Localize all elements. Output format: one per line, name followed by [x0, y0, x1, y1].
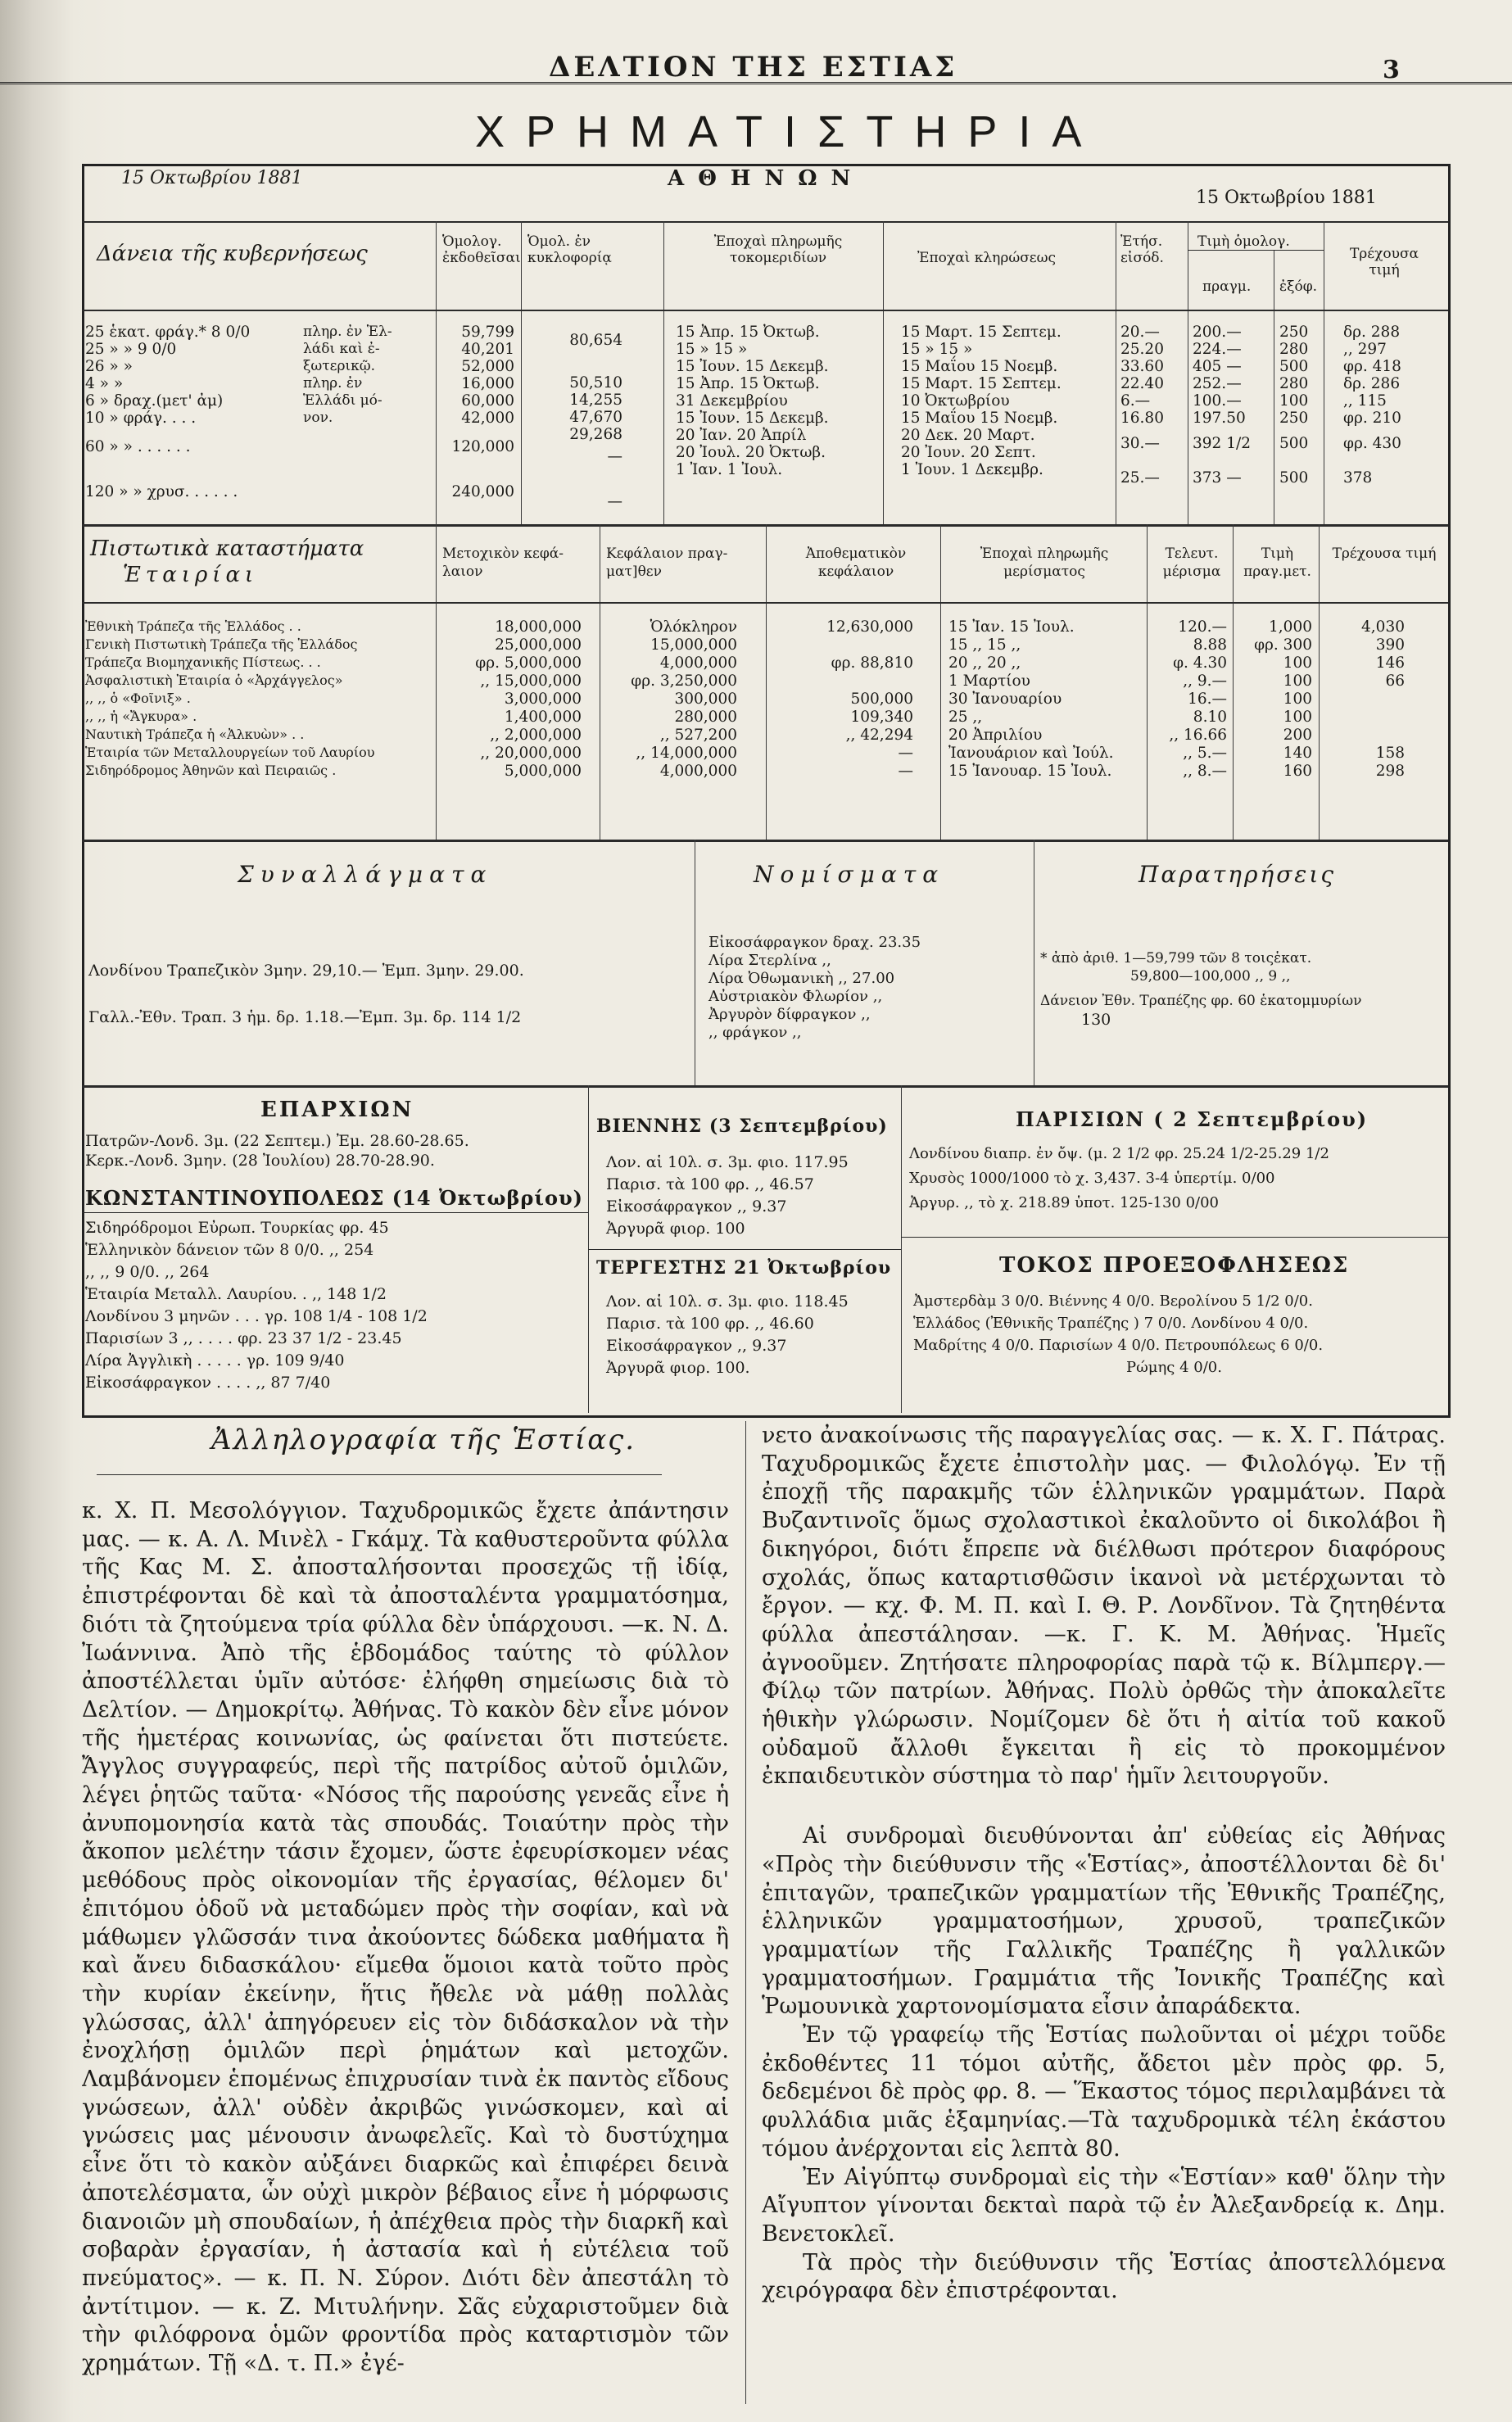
- trieste-line: Εἰκοσάφραγκον ,, 9.37: [606, 1337, 787, 1355]
- loan-real: 373 —: [1193, 469, 1242, 487]
- correspondence-paragraph: νετο ἀνακοίνωσις τῆς παραγγελίας σας. — κ. Χ. Γ. Πάτρας. Ταχυδρομικῶς ἔχετε ἐπιστολὴν μας. — Φιλολόγῳ. Ἐν τῇ ἐποχῇ τῆς παρακμῆς τῶν ἑλληνικῶν γραμμάτων. Παρὰ Βυζαντινοῖς ὅμως σχολαστικοὶ ἐκαλοῦντο οἱ δικολάβοι ἢ δικηγόροι, διότι ἔπρεπε νὰ διέλθωσι πρότερον διαφόρους σχολάς, ὅπως καταρτισθῶσιν ἱκανοὶ νὰ μετέρχωνται τὸ ἔργον. — κχ. Φ. Μ. Π. καὶ Ι. Θ. Ρ. Λονδῖνον. Τὰ ζητηθέντα φύλλα ἀπεστάλησαν. —κ. Γ. Κ. Μ. Ἀθήνας. Ἡμεῖς ἀγνοοῦμεν. Ζητήσατε πληροφορίας παρὰ τῷ κ. Βίλμπεργ.—Φίλῳ τῶν πατρίων. Ἀθήνας. Πολὺ ὀρθῶς τὴν ἀποκαλεῖτε ἡθικὴν γλώρωσιν. Νομίζομεν δὲ ὅτι ἡ αἰτία τοῦ κακοῦ οὐδαμοῦ ἄλλοθι ἔγκειται ἢ εἰς τὸ προκομμένον ἐκπαιδευτικὸν σύστημα τὸ παρ' ἡμῖν λειτουργοῦν.: [762, 1423, 1446, 1790]
- loan-payoff: 280: [1279, 341, 1309, 358]
- col-issued-header: Ὁμολογ. ἐκδοθεῖσαι: [442, 233, 521, 266]
- loan-income: 6.—: [1120, 392, 1151, 410]
- company-period: 25 ,,: [948, 708, 983, 726]
- companies-price-col: [1237, 618, 1312, 781]
- loans-title: Δάνεια τῆς κυβερνήσεως: [97, 242, 368, 266]
- company-paid: 300,000: [674, 690, 737, 708]
- col-coupons-header: Ἐποχαὶ πληρωμῆς τοκομεριδίων: [713, 233, 843, 266]
- company-price: 160: [1283, 763, 1312, 780]
- companies-paid-col: [606, 618, 737, 781]
- loan-draw: 15 Μαΐου 15 Νοεμβ.: [901, 358, 1058, 375]
- loan-payoff: 250: [1279, 324, 1309, 341]
- discount-line: Ἑλλάδος (Ἐθνικῆς Τραπέζης ) 7 0/0. Λονδίνου 4 0/0.: [913, 1315, 1309, 1332]
- company-reserve: 500,000: [850, 690, 913, 708]
- co-reserve-header: Ἀποθεματικὸν κεφάλαιον: [805, 546, 907, 580]
- company-period: 15 Ἰανουαρ. 15 Ἰουλ.: [948, 763, 1112, 780]
- cp-line: Παρισίων 3 ,, . . . . φρ. 23 37 1/2 - 23.45: [85, 1329, 402, 1347]
- loan-real: 392 1/2: [1193, 435, 1251, 452]
- loan-draw: 20 Ἰουν. 20 Σεπτ.: [901, 444, 1036, 461]
- rule: [82, 221, 1448, 223]
- loan-circulating: 47,670: [569, 409, 622, 426]
- paris-line: Λονδίνου διαπρ. ἐν ὄψ. (μ. 2 1/2 φρ. 25.24 1/2-25.29 1/2: [909, 1145, 1329, 1162]
- loan-issued: 52,000: [461, 358, 514, 375]
- brace-note-line: πληρ. ἐν: [303, 375, 363, 392]
- loans-payoff-col: [1279, 324, 1320, 487]
- company-name: Σιδηρόδρομος Ἀθηνῶν καὶ Πειραιῶς .: [85, 763, 337, 778]
- coin-line: Λίρα Ὀθωμανικὴ ,, 27.00: [708, 970, 895, 987]
- co-periods-header: Ἐποχαὶ πληρωμῆς μερίσματος: [980, 546, 1109, 580]
- company-period: Ἰανουάριον καὶ Ἰούλ.: [948, 745, 1114, 762]
- company-paid: 15,000,000: [650, 636, 737, 654]
- provinces-list: [85, 1132, 469, 1171]
- loan-issued: 16,000: [461, 375, 514, 392]
- company-paid: 4,000,000: [659, 763, 737, 780]
- company-name: Γενικὴ Πιστωτικὴ Τράπεζα τῆς Ἑλλάδος: [85, 636, 358, 652]
- company-reserve: 109,340: [850, 708, 913, 726]
- company-reserve: —: [898, 745, 913, 762]
- coin-line: Λίρα Στερλίνα ,,: [708, 952, 831, 969]
- discount-title: ΤΟΚΟΣ ΠΡΟΕΞΟΦΛΗΣΕΩΣ: [999, 1253, 1350, 1278]
- loans-issued-col: [442, 324, 514, 500]
- loan-circulating: 14,255: [569, 392, 622, 409]
- company-capital: 25,000,000: [495, 636, 582, 654]
- loan-income: 25.20: [1120, 341, 1164, 358]
- brace-note-line: νον.: [303, 410, 333, 426]
- vienna-line: Λον. αἱ 10λ. σ. 3μ. φιο. 117.95: [606, 1153, 849, 1171]
- paris-line: Χρυσὸς 1000/1000 τὸ χ. 3,437. 3-4 ὑπερτίμ. 0/00: [909, 1170, 1275, 1187]
- loan-label: 6 » δραχ.(μετ' ἀμ): [85, 392, 224, 410]
- loan-income: 20.—: [1120, 324, 1160, 341]
- running-head: ΔΕΛΤΙΟΝ ΤΗΣ ΕΣΤΙΑΣ: [549, 51, 958, 84]
- company-reserve: ,, 42,294: [845, 727, 913, 744]
- loans-circulating-col: [532, 332, 622, 510]
- correspondence-paragraph: κ. Χ. Π. Μεσολόγγιον. Ταχυδρομικῶς ἔχετε ἀπάντησιν μας. — κ. Α. Λ. Μινὲλ - Γκάμχ. Τὰ καθυστεροῦντα φύλλα τῆς Κας Μ. Σ. ἀποσταλήσονται προσεχῶς τῇ ἰδίᾳ, ἐπιστρέφονται δὲ καὶ τὰ ἀποσταλέντα γραμματόσημα, διότι τὰ ζητούμενα τρία φύλλα δὲν ὑπάρχουσι. —κ. Ν. Δ. Ἰωάννινα. Ἀπὸ τῆς ἑβδομάδος ταύτης τὸ φύλλον ἀποστέλλεται ὑμῖν αὐτόσε· ἐλήφθη σημείωσις διὰ τὸ Δελτίον. — Δημοκρίτῳ. Ἀθήνας. Τὸ κακὸν δὲν εἶνε μόνον τῆς ἡμετέρας κοινωνίας, ὡς φαίνεται ὅτι πιστεύετε. Ἄγγλος συγγραφεύς, περὶ τῆς πατρίδος αὐτοῦ ὁμιλῶν, λέγει ῥητῶς ταῦτα· «Νόσος τῆς παρούσης γενεᾶς εἶνε ἡ ἀνυπομονησία κατὰ τὰς σπουδάς. Τοιαύτην πρὸς τὴν ἄκοπον μελέτην τάσιν ἔχομεν, ὥστε ἐφευρίσκομεν νέας μεθόδους πρὸς οἰκονομίαν τῆς ἐργασίας, θέλομεν δι' ἐπιτόμου ὁδοῦ νὰ μεταδώμεν πρὸς τὴν σοφίαν, καὶ νὰ μάθωμεν γλῶσσάν τινα ἀκούοντες δώδεκα μαθήματα ἢ καὶ ἄνευ διδασκάλου· εἴμεθα ὅμοιοι κατὰ τοῦτο πρὸς τὴν κυρίαν ἐκείνην, ἥτις ἤθελε νὰ μάθῃ πολλὰς γλώσσας, ἀλλ' ἀπηγόρευεν εἰς τὸν διδάσκαλον νὰ τὴν ἐνοχλήσῃ ὁμιλῶν περὶ ῥημάτων καὶ μετοχῶν. Λαμβάνομεν ἑπομένως ἐπιχρυσίαν τινὰ ἐκ παντὸς εἴδους γνώσεων, ἀλλ' οὐδὲν ἀκριβῶς γινώσκομεν, καὶ αἱ γνώσεις μας μένουσιν ἀνωφελεῖς. Καὶ τὸ δυστύχημα εἶνε ὅτι τὸ κακὸν αὐξάνει διαρκῶς καὶ ἐπιφέρει δεινὰ ἀποτελέσματα, ὧν οὐχὶ μικρὸν βέβαιος εἶνε ἡ μόρφωσις διανοιῶν μὴ σπουδαίων, ἡ ἀπέχθεια πρὸς τὴν διαρκῆ καὶ σοβαρὰν ἐργασίαν, ἡ ἀστασία καὶ ἡ εὐτέλεια τοῦ πνεύματος». — κ. Π. Ν. Σύρον. Διότι δὲν ἀπεστάλη τὸ ἀντίτιμον. — κ. Ζ. Μιτυλήνην. Σᾶς εὐχαριστοῦμεν διὰ τὴν φιλόφρονα ὁμῶν φροντίδα πρὸς καταρτισμὸν τῶν χρημάτων. Τῇ «Δ. τ. Π.» ἐγέ-: [82, 1498, 729, 2377]
- loan-draw: 15 Μαρτ. 15 Σεπτεμ.: [901, 375, 1062, 392]
- co-current-header: Τρέχουσα τιμή: [1332, 546, 1437, 562]
- loan-issued: 42,000: [461, 410, 514, 427]
- company-paid: Ὁλόκληρον: [650, 618, 737, 636]
- loan-income: 22.40: [1120, 375, 1164, 392]
- company-current: [1327, 708, 1405, 727]
- province-line: Πατρῶν-Λονδ. 3μ. (22 Σεπτεμ.) Ἐμ. 28.60-28.65.: [85, 1132, 469, 1150]
- co-dividend-header: Τελευτ. μέρισμα: [1162, 546, 1221, 580]
- loan-current: δρ. 286: [1343, 375, 1401, 392]
- col-current-header: Τρέχουσα τιμή: [1349, 246, 1419, 278]
- note-line: 130: [1081, 1011, 1111, 1029]
- loan-label: 25 ἑκατ. φράγ.* 8 0/0: [85, 324, 251, 341]
- company-reserve: φρ. 88,810: [831, 654, 913, 672]
- cp-line: ,, ,, 9 0/0. ,, 264: [85, 1263, 210, 1281]
- trieste-line: Λον. αἱ 10λ. σ. 3μ. φιο. 118.45: [606, 1292, 849, 1311]
- head-rule: [0, 82, 1512, 84]
- coin-line: Ἀργυρὸν δίφραγκον ,,: [708, 1006, 871, 1023]
- company-name: Ἀσφαλιστικὴ Ἑταιρία ὁ «Ἀρχάγγελος»: [85, 672, 343, 688]
- loan-coupon: 31 Δεκεμβρίου: [676, 392, 788, 410]
- paris-list: [909, 1145, 1329, 1219]
- discount-list: [913, 1292, 1323, 1381]
- company-period: 20 Ἀπριλίου: [948, 727, 1043, 744]
- loan-coupon: 20 Ἰουλ. 20 Ὀκτωβ.: [676, 444, 826, 461]
- company-paid: 280,000: [674, 708, 737, 726]
- vienna-line: Παρισ. τὰ 100 φρ. ,, 46.57: [606, 1175, 814, 1193]
- loan-current: φρ. 210: [1343, 410, 1401, 427]
- loan-label: 4 » »: [85, 375, 124, 392]
- col-draws-header: Ἐποχαὶ κληρώσεως: [917, 250, 1056, 266]
- fx-line: Γαλλ.-Ἐθν. Τραπ. 3 ἡμ. δρ. 1.18.—Ἐμπ. 3μ. δρ. 114 1/2: [88, 1008, 522, 1026]
- company-current: [1327, 690, 1405, 708]
- trieste-line: Παρισ. τὰ 100 φρ. ,, 46.60: [606, 1315, 814, 1333]
- company-capital: 3,000,000: [504, 690, 582, 708]
- company-current: 4,030: [1361, 618, 1405, 636]
- loan-circulating: 80,654: [569, 332, 622, 349]
- loan-current: φρ. 430: [1343, 435, 1401, 452]
- loan-real: 197.50: [1193, 410, 1246, 427]
- loans-brace-note: [303, 324, 392, 427]
- company-capital: 18,000,000: [495, 618, 582, 636]
- constantinople-title: ΚΩΝΣΤΑΝΤΙΝΟΥΠΟΛΕΩΣ (14 Ὀκτωβρίου): [85, 1186, 584, 1210]
- col-price-header: Τιμὴ ὁμολογ.: [1197, 233, 1290, 250]
- loan-income: 25.—: [1120, 469, 1160, 487]
- company-dividend: 16.—: [1188, 690, 1227, 708]
- discount-line: Ρώμης 4 0/0.: [1126, 1359, 1222, 1376]
- loan-label: 26 » »: [85, 358, 133, 375]
- loan-circulating: —: [607, 493, 622, 510]
- co-price-header: Τιμὴ πραγ.μετ.: [1243, 546, 1311, 580]
- loans-current-col: [1343, 324, 1433, 487]
- company-current: 390: [1375, 636, 1405, 654]
- company-current: 146: [1375, 654, 1405, 672]
- discount-line: Ἀμστερδὰμ 3 0/0. Βιέννης 4 0/0. Βερολίνου 5 1/2 0/0.: [913, 1292, 1313, 1310]
- loan-real: 100.—: [1193, 392, 1242, 410]
- loan-circulating: 29,268: [569, 426, 622, 443]
- company-paid: ,, 14,000,000: [636, 745, 737, 762]
- date-right: 15 Οκτωβρίου 1881: [1196, 188, 1377, 208]
- loan-draw: 15 Μαρτ. 15 Σεπτεμ.: [901, 324, 1062, 341]
- loan-real: 224.—: [1193, 341, 1242, 358]
- loan-draw: 15 » 15 »: [901, 341, 973, 358]
- correspondence-right-column: [762, 1422, 1446, 2405]
- egypt-notice: Ἐν Αἰγύπτῳ συνδρομαὶ εἰς τὴν «Ἑστίαν» καθ' ὅλην τὴν Αἴγυπτον γίνονται δεκταὶ παρὰ τῷ ἐν Ἀλεξανδρείᾳ κ. Δημ. Βενετοκλεῖ.: [762, 2164, 1446, 2247]
- city-heading: Α Θ Η Ν Ω Ν: [668, 166, 854, 191]
- companies-reserve-col: [774, 618, 913, 781]
- vienna-title: ΒΙΕΝΝΗΣ (3 Σεπτεμβρίου): [596, 1116, 888, 1137]
- loan-current: δρ. 288: [1343, 324, 1401, 341]
- date-left: 15 Οκτωβρίου 1881: [121, 168, 303, 188]
- cp-line: Λονδίνου 3 μηνῶν . . . γρ. 108 1/4 - 108 1/2: [85, 1307, 428, 1325]
- brace-note-line: ξωτερικῷ.: [303, 358, 375, 374]
- loan-payoff: 500: [1279, 435, 1309, 452]
- company-capital: 5,000,000: [504, 763, 582, 780]
- company-name: ,, ,, ὁ «Φοῖνιξ» .: [85, 690, 191, 706]
- loan-issued: 60,000: [461, 392, 514, 410]
- coin-line: ,, φράγκον ,,: [708, 1024, 802, 1041]
- loan-coupon: 15 Ἀπρ. 15 Ὀκτωβ.: [676, 375, 820, 392]
- loans-coupons-col: [676, 324, 829, 478]
- coins-title: Νομίσματα: [754, 861, 945, 888]
- company-dividend: 8.10: [1193, 708, 1227, 726]
- loan-current: ,, 297: [1343, 341, 1387, 358]
- vienna-line: Ἀργυρᾶ φιορ. 100: [606, 1220, 745, 1238]
- correspondence-left-column: [82, 1497, 729, 2406]
- provinces-title: ΕΠΑΡΧΙΩΝ: [260, 1098, 414, 1122]
- loan-issued: 120,000: [451, 438, 514, 455]
- company-reserve: [774, 636, 913, 654]
- loan-payoff: 100: [1279, 392, 1309, 410]
- loan-coupon: 15 Ἰουν. 15 Δεκεμβ.: [676, 358, 829, 375]
- loan-coupon: 15 Ἀπρ. 15 Ὀκτωβ.: [676, 324, 820, 341]
- loan-circulating: [532, 366, 622, 374]
- company-price: 200: [1283, 727, 1312, 744]
- company-price: 100: [1283, 654, 1312, 672]
- company-period: 15 Ἰαν. 15 Ἰουλ.: [948, 618, 1075, 636]
- loan-draw: 15 Μαΐου 15 Νοεμβ.: [901, 410, 1058, 427]
- loan-circulating: —: [607, 448, 622, 465]
- col-income-header: Ἐτήσ. εἰσόδ.: [1120, 233, 1164, 266]
- company-current: 158: [1375, 745, 1405, 762]
- loan-current: 378: [1343, 469, 1373, 487]
- companies-current-col: [1327, 618, 1405, 781]
- companies-subtitle: Ἑταιρίαι: [123, 563, 259, 587]
- brace-note-line: λάδι καὶ ἐ-: [303, 341, 380, 357]
- loan-issued: 240,000: [451, 483, 514, 500]
- company-dividend: 120.—: [1178, 618, 1227, 636]
- loans-draws-col: [901, 324, 1062, 478]
- loan-payoff: 500: [1279, 358, 1309, 375]
- loan-issued: 40,201: [461, 341, 514, 358]
- fx-title: Συναλλάγματα: [238, 861, 493, 888]
- loan-real: 252.—: [1193, 375, 1242, 392]
- fx-line: Λονδίνου Τραπεζικὸν 3μην. 29,10.— Ἐμπ. 3μην. 29.00.: [88, 962, 524, 980]
- page-number: 3: [1383, 56, 1400, 84]
- loans-real-col: [1193, 324, 1268, 487]
- company-reserve: 12,630,000: [826, 618, 913, 636]
- loan-payoff: 250: [1279, 410, 1309, 427]
- loan-payoff: 280: [1279, 375, 1309, 392]
- co-capital-header: Μετοχικὸν κεφά-λαιον: [442, 546, 564, 580]
- company-dividend: ,, 16.66: [1169, 727, 1227, 744]
- companies-periods-col: [948, 618, 1113, 781]
- company-paid: φρ. 3,250,000: [631, 672, 737, 690]
- loan-real: 200.—: [1193, 324, 1242, 341]
- loan-draw: 10 Ὀκτωβρίου: [901, 392, 1010, 410]
- loans-income-col: [1120, 324, 1178, 487]
- co-paid-header: Κεφάλαιον πραγ-ματ]θεν: [606, 546, 728, 580]
- loan-current: φρ. 418: [1343, 358, 1401, 375]
- loan-label: 10 » φράγ. . . .: [85, 410, 197, 427]
- company-dividend: 8.88: [1193, 636, 1227, 654]
- note-line: 59,800—100,000 ,, 9 ,,: [1130, 968, 1291, 985]
- section-banner: ΧΡΗΜΑΤΙΣΤΗΡΙΑ: [475, 107, 1103, 156]
- companies-dividend-col: [1152, 618, 1227, 781]
- loan-coupon: 15 » 15 »: [676, 341, 748, 358]
- coin-line: Εἰκοσάφραγκον δραχ. 23.35: [708, 934, 921, 951]
- coin-line: Αὐστριακὸν Φλωρίον ,,: [708, 988, 883, 1005]
- notes-title: Παρατηρήσεις: [1139, 861, 1336, 888]
- loan-label: 25 » » 9 0/0: [85, 341, 177, 358]
- discount-line: Μαδρίτης 4 0/0. Παρισίων 4 0/0. Πετρουπόλεως 6 0/0.: [913, 1337, 1324, 1354]
- company-current: [1327, 727, 1405, 745]
- company-dividend: ,, 5.—: [1183, 745, 1227, 762]
- loan-draw: 20 Δεκ. 20 Μαρτ.: [901, 427, 1035, 444]
- company-period: 15 ,, 15 ,,: [948, 636, 1021, 654]
- company-capital: 1,400,000: [504, 708, 582, 726]
- loans-labels: [85, 324, 250, 500]
- loan-income: 33.60: [1120, 358, 1164, 375]
- company-price: 100: [1283, 672, 1312, 690]
- loan-draw: 1 Ἰουν. 1 Δεκεμβρ.: [901, 461, 1043, 478]
- company-name: ,, ,, ἡ «Ἄγκυρα» .: [85, 708, 197, 724]
- province-line: Κερκ.-Λονδ. 3μην. (28 Ἰουλίου) 28.70-28.90.: [85, 1152, 435, 1170]
- loan-payoff: 500: [1279, 469, 1309, 487]
- company-period: 30 Ἰανουαρίου: [948, 690, 1062, 708]
- trieste-list: [606, 1292, 849, 1381]
- company-dividend: φ. 4.30: [1173, 654, 1227, 672]
- company-name: Ἑταιρία τῶν Μεταλλουργείων τοῦ Λαυρίου: [85, 745, 375, 760]
- loan-coupon: 15 Ἰουν. 15 Δεκεμβ.: [676, 410, 829, 427]
- company-dividend: ,, 9.—: [1183, 672, 1227, 690]
- company-period: 20 ,, 20 ,,: [948, 654, 1021, 672]
- company-name: Τράπεζα Βιομηχανικῆς Πίστεως. . .: [85, 654, 321, 670]
- company-paid: ,, 527,200: [659, 727, 737, 744]
- cp-line: Εἰκοσάφραγκον . . . . ,, 87 7/40: [85, 1374, 331, 1392]
- notes-list: [1040, 950, 1361, 1029]
- manuscripts-notice: Τὰ πρὸς τὴν διεύθυνσιν τῆς Ἑστίας ἀποστελλόμενα χειρόγραφα δὲν ἐπιστρέφονται.: [762, 2249, 1446, 2304]
- vienna-list: [606, 1153, 849, 1242]
- note-line: * ἀπὸ ἀριθ. 1—59,799 τῶν 8 τοιςἑκατ.: [1040, 950, 1312, 967]
- company-price: 100: [1283, 708, 1312, 726]
- company-dividend: ,, 8.—: [1183, 763, 1227, 780]
- loan-label: 60 » » . . . . . .: [85, 438, 191, 455]
- col-payoff-header: ἐξόφ.: [1279, 278, 1318, 295]
- cp-line: Σιδηρόδρομοι Εὐρωπ. Τουρκίας φρ. 45: [85, 1219, 389, 1237]
- volumes-notice: Ἐν τῷ γραφείῳ τῆς Ἑστίας πωλοῦνται οἱ μέχρι τοῦδε ἐκδοθέντες 11 τόμοι αὐτῆς, ἄδετοι μὲν πρὸς φρ. 5, δεδεμένοι δὲ πρὸς φρ. 8. — Ἕκαστος τόμος περιλαμβάνει τὰ φυλλάδια μιᾶς ἑξαμηνίας.—Τὰ ταχυδρομικὰ τέλη ἑκάστου τόμου ἀνέρχονται εἰς λεπτὰ 80.: [762, 2022, 1446, 2162]
- correspondence-title: Ἀλληλογραφία τῆς Ἑστίας.: [211, 1424, 636, 1456]
- subscription-notice: Αἱ συνδρομαὶ διευθύνονται ἀπ' εὐθείας εἰς Ἀθήνας «Πρὸς τὴν διεύθυνσιν τῆς «Ἑστίας», ἀποστέλλονται δὲ δι' ἐπιταγῶν, τραπεζικῶν γραμματίων τῆς Ἐθνικῆς Τραπέζης, ἑλληνικῶν γραμματοσήμων, χρυσοῦ, τραπεζικῶν γραμματίων τῆς Γαλλικῆς Τραπέζης ἢ γαλλικῶν γραμματοσήμων. Γραμμάτια τῆς Ἰονικῆς Τραπέζης καὶ Ῥωμουνικὰ χαρτονομίσματα εἶσιν ἀπαράδεκτα.: [762, 1823, 1446, 2020]
- constantinople-list: [85, 1219, 428, 1396]
- paris-line: Ἀργυρ. ,, τὸ χ. 218.89 ὑποτ. 125-130 0/00: [909, 1194, 1219, 1211]
- coins-list: [708, 934, 921, 1042]
- company-name: Ναυτικὴ Τράπεζα ἡ «Ἀλκυὼν» . .: [85, 727, 305, 742]
- company-price: φρ. 300: [1254, 636, 1312, 654]
- company-price: 140: [1283, 745, 1312, 762]
- loan-label: 120 » » χρυσ. . . . . .: [85, 483, 238, 500]
- loan-coupon: 20 Ἰαν. 20 Ἀπρίλ: [676, 427, 807, 444]
- company-price: 1,000: [1269, 618, 1312, 636]
- loan-current: ,, 115: [1343, 392, 1387, 410]
- paris-title: ΠΑΡΙΣΙΩΝ ( 2 Σεπτεμβρίου): [1016, 1107, 1369, 1131]
- company-current: 298: [1375, 763, 1405, 780]
- company-capital: ,, 15,000,000: [480, 672, 582, 690]
- company-capital: ,, 2,000,000: [490, 727, 582, 744]
- company-capital: φρ. 5,000,000: [475, 654, 582, 672]
- company-paid: 4,000,000: [659, 654, 737, 672]
- loan-income: 16.80: [1120, 410, 1164, 427]
- brace-note-line: Ἑλλάδι μό-: [303, 392, 383, 409]
- company-price: 100: [1283, 690, 1312, 708]
- company-capital: ,, 20,000,000: [480, 745, 582, 762]
- note-line: Δάνειον Ἐθν. Τραπέζης φρ. 60 ἑκατομμυρίων: [1040, 993, 1362, 1009]
- trieste-title: ΤΕΡΓΕΣΤΗΣ 21 Ὀκτωβρίου: [596, 1257, 892, 1279]
- company-reserve: [774, 672, 913, 690]
- trieste-line: Ἀργυρᾶ φιορ. 100.: [606, 1359, 750, 1377]
- loan-circulating: 50,510: [569, 374, 622, 392]
- loan-income: 30.—: [1120, 435, 1160, 452]
- companies-title: Πιστωτικὰ καταστήματα: [90, 536, 364, 561]
- company-current: 66: [1385, 672, 1405, 690]
- vienna-line: Εἰκοσάφραγκον ,, 9.37: [606, 1197, 787, 1216]
- col-real-header: πραγμ.: [1202, 278, 1252, 295]
- cp-line: Ἑταιρία Μεταλλ. Λαυρίου. . ,, 148 1/2: [85, 1285, 387, 1303]
- cp-line: Ἑλληνικὸν δάνειον τῶν 8 0/0. ,, 254: [85, 1241, 374, 1259]
- brace-note-line: πληρ. ἐν Ἑλ-: [303, 324, 392, 340]
- loan-coupon: 1 Ἰαν. 1 Ἰουλ.: [676, 461, 783, 478]
- loan-issued: 59,799: [461, 324, 514, 341]
- cp-line: Λίρα Ἀγγλικὴ . . . . . γρ. 109 9/40: [85, 1351, 345, 1369]
- col-circulating-header: Ὁμολ. ἐν κυκλοφορίᾳ: [527, 233, 612, 266]
- company-name: Ἐθνικὴ Τράπεζα τῆς Ἑλλάδος . .: [85, 618, 301, 634]
- company-period: 1 Μαρτίου: [948, 672, 1030, 690]
- companies-names-col: [85, 618, 374, 781]
- company-reserve: —: [898, 763, 913, 780]
- loan-real: 405 —: [1193, 358, 1242, 375]
- companies-capital-col: [442, 618, 582, 781]
